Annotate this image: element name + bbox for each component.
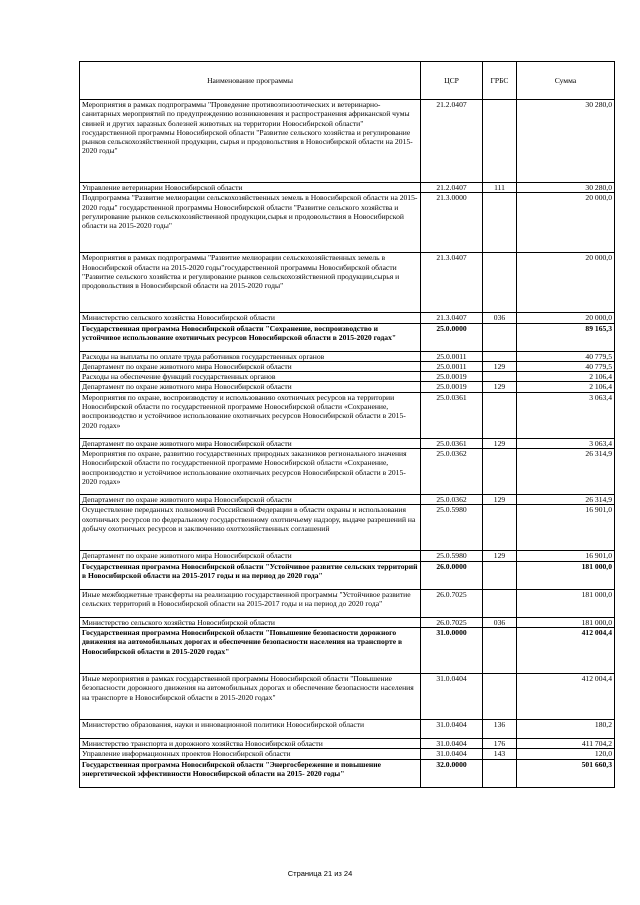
table-row: [80, 749, 615, 759]
cell-csr: 25.0.0361: [421, 438, 483, 448]
cell-csr: 25.0.5980: [421, 551, 483, 561]
cell-sum: 412 004,4: [517, 673, 615, 719]
cell-grbs: 176: [483, 738, 517, 748]
table-row: [80, 589, 615, 617]
cell-program-name: Расходы на выплаты по оплате труда работников государственных органов: [80, 351, 421, 361]
header-program-name: Наименование программы: [80, 62, 421, 100]
cell-csr: 25.0.0361: [421, 392, 483, 438]
cell-csr: 31.0.0404: [421, 738, 483, 748]
cell-program-name: Министерство образования, науки и инновационной политики Новосибирской области: [80, 719, 421, 738]
budget-table: [79, 61, 615, 788]
cell-program-name: Иные мероприятия в рамках государственной программы Новосибирской области "Повышение безопасности дорожного движения на автомобильных дорогах и обеспечение безопасности населения на транспорте в Новосибирской области в 2015-2020 годах": [80, 673, 421, 719]
cell-sum: 2 106,4: [517, 372, 615, 382]
page-number: Страница 21 из 24: [287, 869, 353, 878]
cell-program-name: Расходы на обеспечение функций государственных органов: [80, 372, 421, 382]
cell-csr: 25.0.0362: [421, 495, 483, 505]
cell-grbs: 136: [483, 719, 517, 738]
cell-csr: 32.0.0000: [421, 759, 483, 787]
cell-csr: 21.2.0407: [421, 183, 483, 193]
cell-sum: 181 000,0: [517, 589, 615, 617]
cell-sum: 40 779,5: [517, 361, 615, 371]
cell-sum: 16 901,0: [517, 551, 615, 561]
header-sum: Сумма: [517, 62, 615, 100]
table-row: [80, 495, 615, 505]
cell-program-name: Государственная программа Новосибирской области "Повышение безопасности дорожного движения на автомобильных дорогах и обеспечение безопасности населения на транспорте в Новосибирской области в 2015-2020 годах": [80, 627, 421, 673]
cell-program-name: Осуществление переданных полномочий Российской Федерации в области охраны и использования охотничьих ресурсов по федеральному государственному охотничьему надзору, выдаче разрешений на добычу охотничьих ресурсов и заключению охотхозяйственных соглашений: [80, 505, 421, 551]
cell-sum: 26 314,9: [517, 449, 615, 495]
cell-csr: 25.0.0019: [421, 382, 483, 392]
cell-grbs: [483, 449, 517, 495]
cell-csr: 31.0.0404: [421, 673, 483, 719]
cell-program-name: Министерство сельского хозяйства Новосибирской области: [80, 313, 421, 323]
header-csr: ЦСР: [421, 62, 483, 100]
cell-sum: 412 004,4: [517, 627, 615, 673]
cell-csr: 25.0.5980: [421, 505, 483, 551]
table-row: [80, 253, 615, 313]
cell-sum: 3 063,4: [517, 438, 615, 448]
cell-sum: 3 063,4: [517, 392, 615, 438]
cell-grbs: 129: [483, 361, 517, 371]
cell-grbs: [483, 673, 517, 719]
table-row: [80, 361, 615, 371]
cell-csr: 21.3.0407: [421, 253, 483, 313]
cell-program-name: Государственная программа Новосибирской области "Сохранение, воспроизводство и устойчивое использование охотничьих ресурсов Новосибирской области в 2015-2020 годах": [80, 323, 421, 351]
cell-grbs: [483, 505, 517, 551]
cell-sum: 120,0: [517, 749, 615, 759]
table-row: [80, 449, 615, 495]
cell-csr: 25.0.0000: [421, 323, 483, 351]
table-row: [80, 193, 615, 253]
cell-csr: 21.3.0407: [421, 313, 483, 323]
cell-grbs: 111: [483, 183, 517, 193]
table-row: [80, 673, 615, 719]
cell-program-name: Подпрограмма "Развитие мелиорации сельскохозяйственных земель в Новосибирской области на 2015-2020 годы" государственной программы Новосибирской области "Развитие сельского хозяйства и регулирование рынков сельскохозяйственной продукции,сырья и продовольствия в Новосибирской области на 2015-2020 годы": [80, 193, 421, 253]
cell-program-name: Министерство сельского хозяйства Новосибирской области: [80, 617, 421, 627]
table-row: [80, 759, 615, 787]
cell-csr: 25.0.0011: [421, 351, 483, 361]
cell-grbs: 129: [483, 495, 517, 505]
cell-sum: 20 000,0: [517, 313, 615, 323]
cell-sum: 16 901,0: [517, 505, 615, 551]
header-grbs: ГРБС: [483, 62, 517, 100]
cell-csr: 26.0.7025: [421, 589, 483, 617]
cell-program-name: Департамент по охране животного мира Новосибирской области: [80, 438, 421, 448]
cell-csr: 26.0.0000: [421, 561, 483, 589]
cell-grbs: [483, 372, 517, 382]
cell-program-name: Управление информационных проектов Новосибирской области: [80, 749, 421, 759]
table-row: [80, 551, 615, 561]
cell-grbs: [483, 253, 517, 313]
table-header-row: [80, 62, 615, 100]
cell-grbs: 129: [483, 551, 517, 561]
cell-grbs: 143: [483, 749, 517, 759]
cell-sum: 180,2: [517, 719, 615, 738]
cell-grbs: 036: [483, 313, 517, 323]
cell-sum: 411 704,2: [517, 738, 615, 748]
table-row: [80, 719, 615, 738]
table-row: [80, 323, 615, 351]
cell-csr: 31.0.0000: [421, 627, 483, 673]
cell-program-name: Государственная программа Новосибирской области "Устойчивое развитие сельских территорий в Новосибирской области на 2015-2017 годы и на период до 2020 года": [80, 561, 421, 589]
cell-grbs: 129: [483, 438, 517, 448]
cell-sum: 89 165,3: [517, 323, 615, 351]
cell-program-name: Департамент по охране животного мира Новосибирской области: [80, 495, 421, 505]
cell-sum: 40 779,5: [517, 351, 615, 361]
table-row: [80, 617, 615, 627]
cell-grbs: [483, 392, 517, 438]
cell-grbs: 036: [483, 617, 517, 627]
cell-program-name: Мероприятия в рамках подпрограммы "Развитие мелиорации сельскохозяйственных земель в Новосибирской области на 2015-2020 годы"государственной программы Новосибирской области "Развитие сельского хозяйства и регулирование рынков сельскохозяйственной продукции,сырья и продовольствия в Новосибирской области на 2015-2020 годы": [80, 253, 421, 313]
cell-csr: 31.0.0404: [421, 719, 483, 738]
table-row: [80, 313, 615, 323]
cell-sum: 30 280,0: [517, 100, 615, 183]
cell-csr: 25.0.0011: [421, 361, 483, 371]
cell-csr: 25.0.0362: [421, 449, 483, 495]
table-row: [80, 561, 615, 589]
cell-grbs: [483, 589, 517, 617]
table-row: [80, 100, 615, 183]
table-row: [80, 505, 615, 551]
cell-sum: 181 000,0: [517, 561, 615, 589]
table-row: [80, 382, 615, 392]
cell-program-name: Департамент по охране животного мира Новосибирской области: [80, 551, 421, 561]
cell-sum: 30 280,0: [517, 183, 615, 193]
cell-grbs: [483, 100, 517, 183]
table-row: [80, 438, 615, 448]
table-row: [80, 627, 615, 673]
cell-grbs: [483, 323, 517, 351]
cell-program-name: Государственная программа Новосибирской области "Энергосбережение и повышение энергетической эффективности Новосибирской области на 2015- 2020 годы": [80, 759, 421, 787]
cell-grbs: 129: [483, 382, 517, 392]
cell-program-name: Иные межбюджетные трансферты на реализацию государственной программы "Устойчивое развитие сельских территорий в Новосибирской области на 2015-2017 годы и на период до 2020 года": [80, 589, 421, 617]
cell-program-name: Мероприятия по охране, развитию государственных природных заказников регионального значения Новосибирской области по государственной программе Новосибирской области «Сохранение, воспроизводство и устойчивое использование охотничьих ресурсов Новосибирской области в 2015-2020 годах»: [80, 449, 421, 495]
cell-grbs: [483, 561, 517, 589]
cell-csr: 26.0.7025: [421, 617, 483, 627]
cell-csr: 21.2.0407: [421, 100, 483, 183]
table-row: [80, 372, 615, 382]
table-row: [80, 351, 615, 361]
cell-program-name: Управление ветеринарии Новосибирской области: [80, 183, 421, 193]
cell-csr: 25.0.0019: [421, 372, 483, 382]
cell-csr: 21.3.0000: [421, 193, 483, 253]
table-row: [80, 738, 615, 748]
table-row: [80, 183, 615, 193]
table-row: [80, 392, 615, 438]
cell-program-name: Мероприятия по охране, воспроизводству и использованию охотничьих ресурсов на территории Новосибирской области по государственной программе Новосибирской области «Сохранение, воспроизводство и устойчивое использование охотничьих ресурсов Новосибирской области в 2015-2020 годах»: [80, 392, 421, 438]
cell-program-name: Департамент по охране животного мира Новосибирской области: [80, 382, 421, 392]
cell-sum: 20 000,0: [517, 253, 615, 313]
cell-grbs: [483, 759, 517, 787]
cell-sum: 20 000,0: [517, 193, 615, 253]
cell-program-name: Мероприятия в рамках подпрограммы "Проведение противоэпизоотических и ветеринарно-санитарных мероприятий по предупреждению возникновения и распространения африканской чумы свиней и других заразных болезней животных на территории Новосибирской области" государственной программы Новосибирской области "Развитие сельского хозяйства и регулирование рынков сельскохозяйственной продукции, сырья и продовольствия в Новосибирской области на 2015-2020 годы": [80, 100, 421, 183]
cell-csr: 31.0.0404: [421, 749, 483, 759]
cell-program-name: Департамент по охране животного мира Новосибирской области: [80, 361, 421, 371]
cell-sum: 2 106,4: [517, 382, 615, 392]
cell-sum: 501 660,3: [517, 759, 615, 787]
cell-grbs: [483, 351, 517, 361]
cell-sum: 26 314,9: [517, 495, 615, 505]
cell-program-name: Министерство транспорта и дорожного хозяйства Новосибирской области: [80, 738, 421, 748]
cell-grbs: [483, 627, 517, 673]
cell-sum: 181 000,0: [517, 617, 615, 627]
cell-grbs: [483, 193, 517, 253]
